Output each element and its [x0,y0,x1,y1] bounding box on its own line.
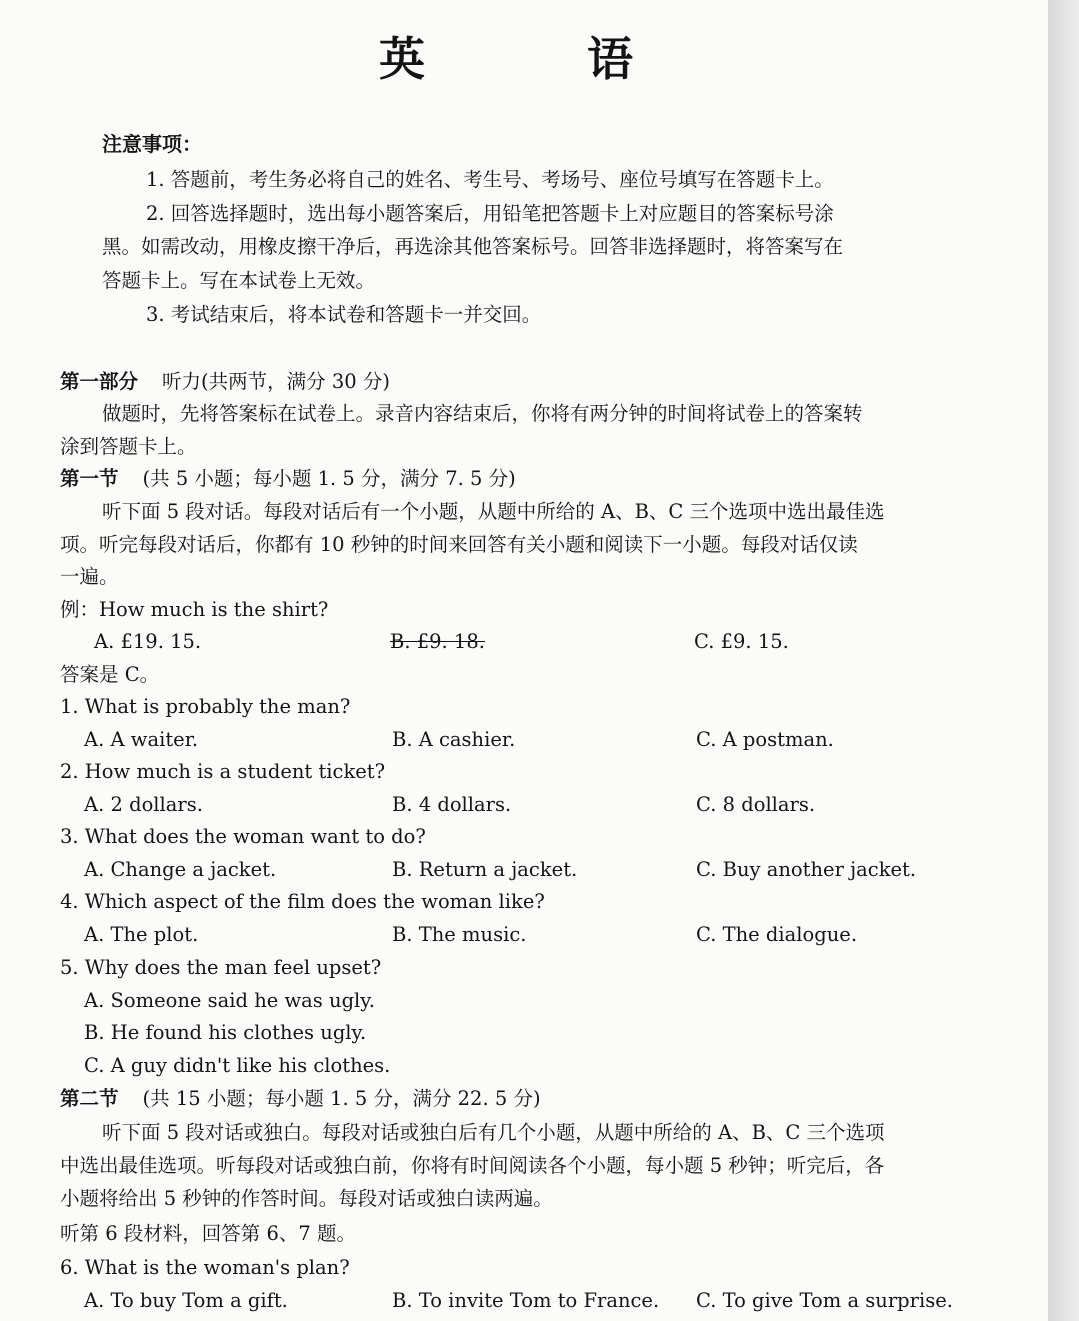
question-3: 3. What does the woman want to do? [60,825,426,848]
notice-item-2-line-1: 2. 回答选择题时，选出每小题答案后，用铅笔把答题卡上对应题目的答案标号涂 [146,202,834,225]
question-5-option-a: A. Someone said he was ugly. [84,989,375,1012]
question-6-option-c: C. To give Tom a surprise. [696,1289,953,1312]
question-4-option-b: B. The music. [392,923,527,946]
question-5: 5. Why does the man feel upset? [60,956,382,979]
part1-heading [60,366,390,398]
section2-info: (共 15 小题；每小题 1. 5 分，满分 22. 5 分) [142,1087,541,1110]
section2-intro-line-3: 小题将给出 5 秒钟的作答时间。每段对话或独白读两遍。 [60,1187,553,1210]
material-6-instruction: 听第 6 段材料，回答第 6、7 题。 [60,1222,357,1245]
page-edge-shadow [1048,0,1079,1321]
example-question: 例：How much is the shirt? [60,598,329,621]
part1-title: 听力(共两节，满分 30 分) [162,370,390,393]
question-6-option-b: B. To invite Tom to France. [392,1289,660,1312]
question-5-option-c: C. A guy didn't like his clothes. [84,1054,391,1077]
example-option-c: C. £9. 15. [694,630,789,653]
question-5-option-b: B. He found his clothes ugly. [84,1021,367,1044]
question-3-option-a: A. Change a jacket. [84,858,277,881]
notice-item-3: 3. 考试结束后，将本试卷和答题卡一并交回。 [146,303,542,326]
notice-item-2-line-2: 黑。如需改动，用橡皮擦干净后，再选涂其他答案标号。回答非选择题时，将答案写在 [102,235,844,258]
notice-item-1: 1. 答题前，考生务必将自己的姓名、考生号、考场号、座位号填写在答题卡上。 [146,168,834,191]
section2-intro-line-1: 听下面 5 段对话或独白。每段对话或独白后有几个小题，从题中所给的 A、B、C 三个选项 [102,1121,885,1144]
question-3-option-b: B. Return a jacket. [392,858,578,881]
question-2: 2. How much is a student ticket? [60,760,386,783]
section2-intro-line-2: 中选出最佳选项。听每段对话或独白前，你将有时间阅读各个小题，每小题 5 秒钟；听完后，各 [60,1154,885,1177]
section1-intro-line-3: 一遍。 [60,565,119,588]
question-4-option-a: A. The plot. [84,923,199,946]
question-4: 4. Which aspect of the film does the woman like? [60,890,545,913]
section1-intro-line-1: 听下面 5 段对话。每段对话后有一个小题，从题中所给的 A、B、C 三个选项中选出最佳选 [102,500,885,523]
question-4-option-c: C. The dialogue. [696,923,858,946]
section2-heading [60,1083,541,1115]
section1-label: 第一节 [60,467,119,490]
question-2-option-b: B. 4 dollars. [392,793,512,816]
question-2-option-c: C. 8 dollars. [696,793,816,816]
part1-intro-line-1: 做题时，先将答案标在试卷上。录音内容结束后，你将有两分钟的时间将试卷上的答案转 [102,402,863,425]
example-option-b: B. £9. 18. [390,630,485,653]
part1-intro-line-2: 涂到答题卡上。 [60,435,197,458]
question-1-option-c: C. A postman. [696,728,834,751]
question-1: 1. What is probably the man? [60,695,351,718]
question-2-option-a: A. 2 dollars. [84,793,203,816]
section1-info: (共 5 小题；每小题 1. 5 分，满分 7. 5 分) [142,467,516,490]
question-6: 6. What is the woman's plan? [60,1256,350,1279]
notice-item-2-line-3: 答题卡上。写在本试卷上无效。 [102,269,376,292]
page-title: 英 语 [379,32,691,86]
example-option-a: A. £19. 15. [94,630,202,653]
section1-heading [60,463,516,495]
question-1-option-b: B. A cashier. [392,728,516,751]
question-6-option-a: A. To buy Tom a gift. [84,1289,288,1312]
notice-heading: 注意事项： [102,132,202,156]
example-answer: 答案是 C。 [60,663,160,686]
section1-intro-line-2: 项。听完每段对话后，你都有 10 秒钟的时间来回答有关小题和阅读下一小题。每段对话仅读 [60,533,858,556]
question-3-option-c: C. Buy another jacket. [696,858,917,881]
question-1-option-a: A. A waiter. [84,728,199,751]
part1-label: 第一部分 [60,370,139,393]
section2-label: 第二节 [60,1087,119,1110]
